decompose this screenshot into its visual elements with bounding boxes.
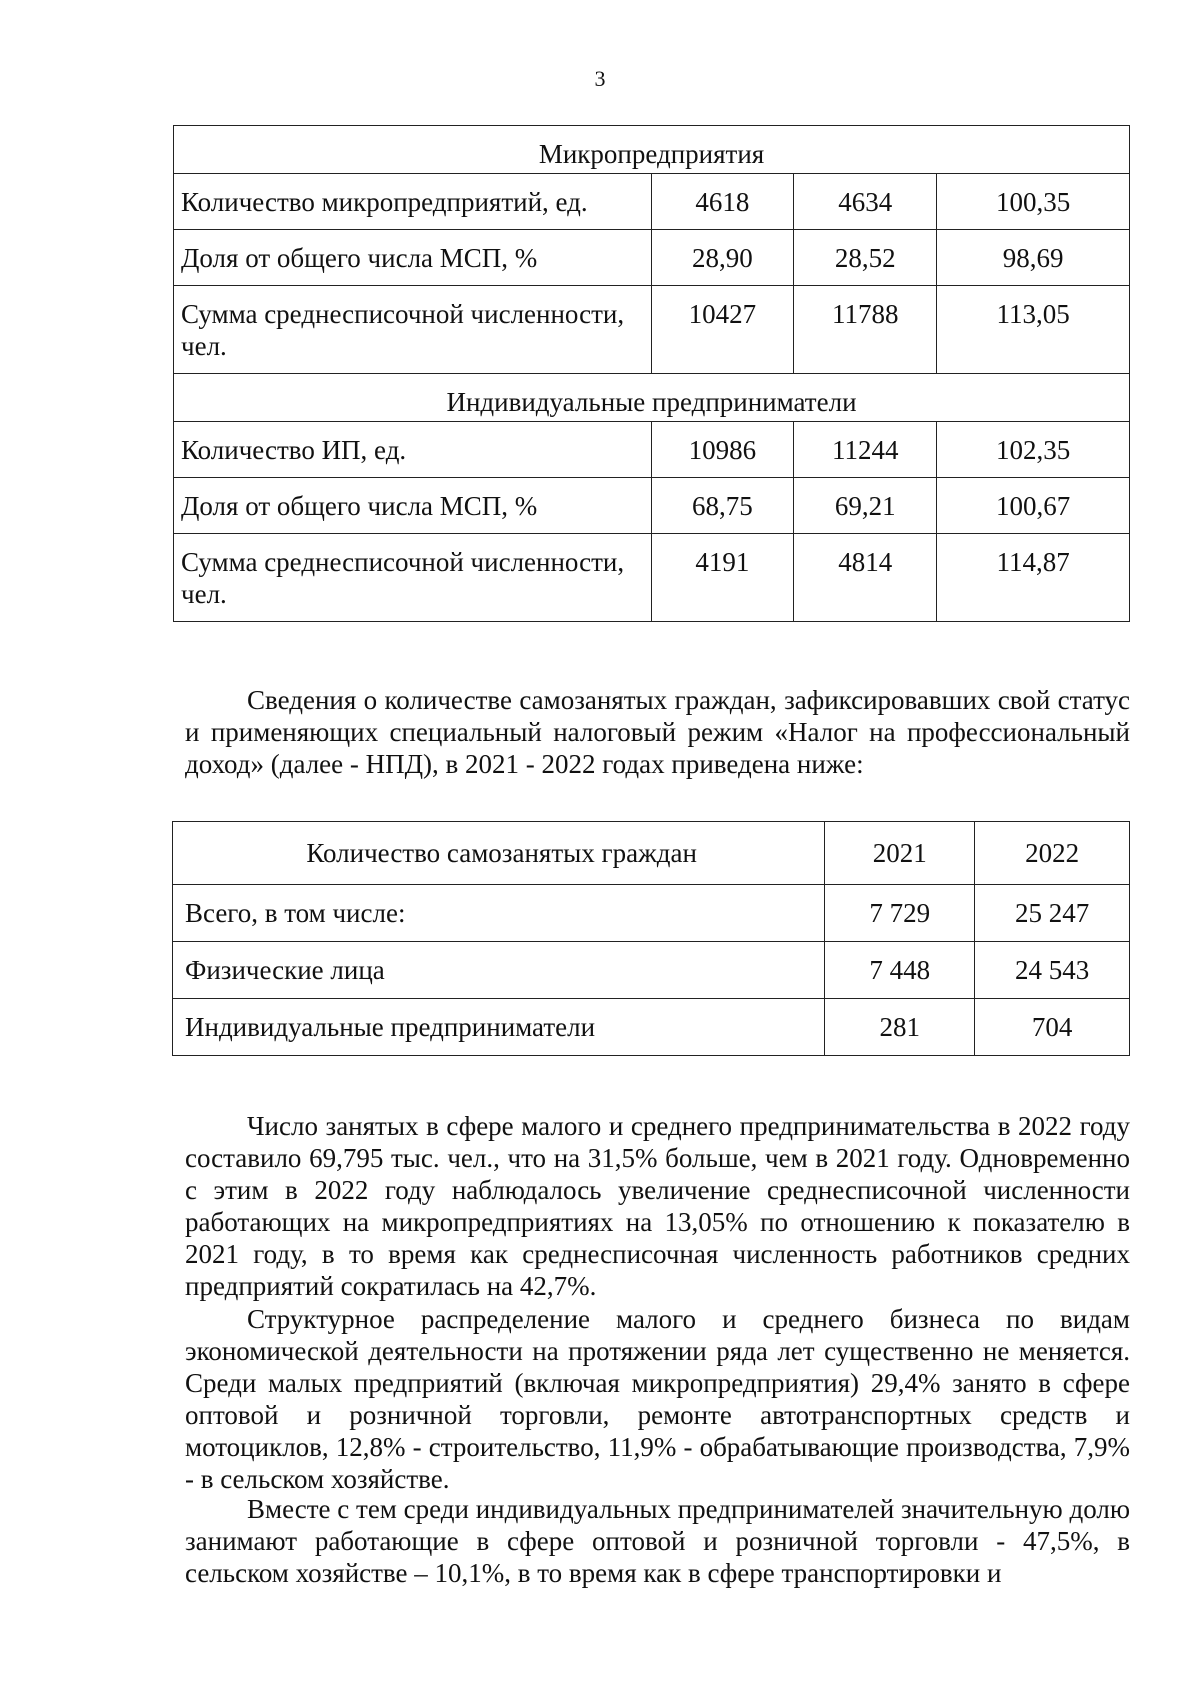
cell-2022: 24 543 <box>975 942 1130 999</box>
table-row <box>173 999 1130 1056</box>
cell-2021: 7 448 <box>825 942 975 999</box>
cell-value-2: 4814 <box>794 534 937 622</box>
cell-2021: 7 729 <box>825 885 975 942</box>
table-row <box>174 422 1130 478</box>
cell-value-3: 100,35 <box>937 174 1130 230</box>
section-title: Индивидуальные предприниматели <box>174 374 1130 422</box>
cell-2022: 25 247 <box>975 885 1130 942</box>
section-title: Микропредприятия <box>174 126 1130 174</box>
cell-value-1: 4618 <box>651 174 794 230</box>
body-paragraph: Вместе с тем среди индивидуальных предпринимателей значительную долю занимают работающие в сфере оптовой и розничной торговли - 47,5%, в сельском хозяйстве – 10,1%, в то время как в сфере транспортировки и <box>185 1494 1130 1588</box>
body-paragraph: Структурное распределение малого и среднего бизнеса по видам экономической деятельности на протяжении ряда лет существенно не меняется. Среди малых предприятий (включая микропредприятия) 29,4% занято в сфере оптовой и розничной торговли, ремонте автотранспортных средств и мотоциклов, 12,8% - строительство, 11,9% - обрабатывающие производства, 7,9% - в сельском хозяйстве. <box>185 1304 1130 1494</box>
cell-2022: 704 <box>975 999 1130 1056</box>
row-label: Физические лица <box>173 942 825 999</box>
column-header: 2021 <box>825 822 975 885</box>
table-row <box>174 174 1130 230</box>
row-label: Сумма среднесписочной численности, чел. <box>174 534 652 622</box>
row-label: Сумма среднесписочной численности, чел. <box>174 286 652 374</box>
section-header-row <box>174 374 1130 422</box>
cell-value-1: 68,75 <box>651 478 794 534</box>
body-paragraph: Число занятых в сфере малого и среднего предпринимательства в 2022 году составило 69,795 тыс. чел., что на 31,5% больше, чем в 2021 году. Одновременно с этим в 2022 году наблюдалось увеличение среднесписочной численности работающих на микропредприятиях на 13,05% по отношению к показателю в 2021 году, в то время как среднесписочная численность работников средних предприятий сократилась на 42,7%. <box>185 1111 1130 1301</box>
row-label: Доля от общего числа МСП, % <box>174 230 652 286</box>
row-label: Доля от общего числа МСП, % <box>174 478 652 534</box>
cell-value-3: 100,67 <box>937 478 1130 534</box>
cell-value-2: 11788 <box>794 286 937 374</box>
table-header-row <box>173 822 1130 885</box>
cell-value-3: 102,35 <box>937 422 1130 478</box>
cell-value-1: 28,90 <box>651 230 794 286</box>
table-row <box>173 885 1130 942</box>
cell-2021: 281 <box>825 999 975 1056</box>
cell-value-2: 69,21 <box>794 478 937 534</box>
cell-value-3: 98,69 <box>937 230 1130 286</box>
row-label: Количество ИП, ед. <box>174 422 652 478</box>
table-row <box>174 534 1130 622</box>
section-header-row <box>174 126 1130 174</box>
cell-value-1: 4191 <box>651 534 794 622</box>
table-row <box>174 230 1130 286</box>
cell-value-2: 4634 <box>794 174 937 230</box>
cell-value-1: 10427 <box>651 286 794 374</box>
intro-paragraph: Сведения о количестве самозанятых граждан, зафиксировавших свой статус и применяющих специальный налоговый режим «Налог на профессиональный доход» (далее - НПД), в 2021 - 2022 годах приведена ниже: <box>185 685 1130 779</box>
column-header: 2022 <box>975 822 1130 885</box>
column-header: Количество самозанятых граждан <box>173 822 825 885</box>
cell-value-3: 114,87 <box>937 534 1130 622</box>
row-label: Индивидуальные предприниматели <box>173 999 825 1056</box>
table-row <box>173 942 1130 999</box>
cell-value-2: 11244 <box>794 422 937 478</box>
row-label: Всего, в том числе: <box>173 885 825 942</box>
smb-statistics-table <box>173 125 1130 622</box>
table-row <box>174 478 1130 534</box>
self-employed-table <box>172 821 1130 1056</box>
row-label: Количество микропредприятий, ед. <box>174 174 652 230</box>
cell-value-1: 10986 <box>651 422 794 478</box>
cell-value-3: 113,05 <box>937 286 1130 374</box>
table-row <box>174 286 1130 374</box>
cell-value-2: 28,52 <box>794 230 937 286</box>
page-number: 3 <box>594 66 606 91</box>
